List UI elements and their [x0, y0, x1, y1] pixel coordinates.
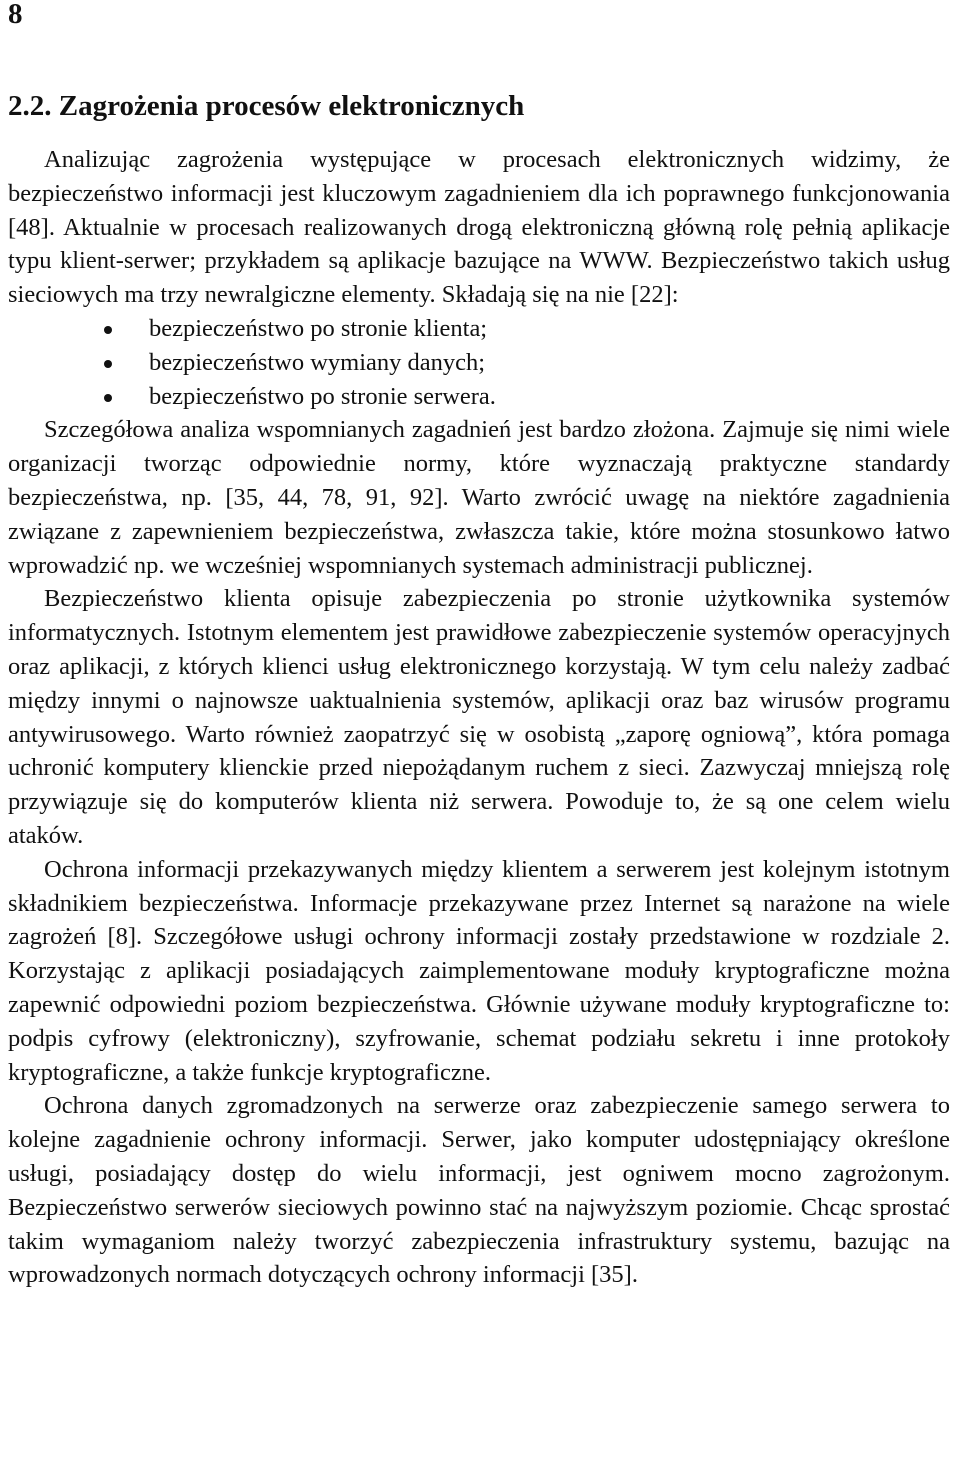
list-item — [8, 312, 950, 346]
paragraph-client-security: Bezpieczeństwo klienta opisuje zabezpieczenia po stronie użytkownika systemów informatycznych. Istotnym elementem jest prawidłowe zabezpieczenie systemów operacyjnych oraz aplikacji, z których klienci usług elektronicznego korzystają. W tym celu należy zadbać między innymi o najnowsze uaktualnienia systemów, aplikacji oraz baz wirusów programu antywirusowego. Warto również zaopatrzyć się w osobistą „zaporę ogniową”, która pomaga uchronić komputery klienckie przed niepożądanym ruchem z sieci. Zazwyczaj mniejszą rolę przywiązuje się do komputerów klienta niż serwera. Powoduje to, że są one celem wielu ataków. — [8, 585, 950, 849]
body-text — [8, 143, 950, 1292]
bullet-icon — [104, 360, 112, 368]
paragraph-standards: Szczegółowa analiza wspomnianych zagadnień jest bardzo złożona. Zajmuje się nimi wiele organizacji tworząc odpowiednie normy, które wyznaczają praktyczne standardy bezpieczeństwa, np. [35, 44, 78, 91, 92]. Warto zwrócić uwagę na niektóre zagadnienia związane z zapewnieniem bezpieczeństwa, zwłaszcza takie, które można stosunkowo łatwo wprowadzić np. we wcześniej wspomnianych systemach administracji publicznej. — [8, 416, 950, 579]
section-heading: 2.2. Zagrożenia procesów elektronicznych — [8, 90, 525, 122]
bullet-icon — [104, 326, 112, 334]
list-item-text: bezpieczeństwo po stronie serwera. — [149, 382, 496, 410]
bullet-list — [8, 312, 950, 413]
list-item — [8, 380, 950, 414]
list-item-text: bezpieczeństwo po stronie klienta; — [149, 314, 488, 342]
paragraph-intro: Analizując zagrożenia występujące w procesach elektronicznych widzimy, że bezpieczeństwo informacji jest kluczowym zagadnieniem dla ich poprawnego funkcjonowania [48]. Aktualnie w procesach realizowanych drogą elektroniczną główną rolę pełnią aplikacje typu klient-serwer; przykładem są aplikacje bazujące na WWW. Bezpieczeństwo takich usług sieciowych ma trzy newralgiczne elementy. Składają się na nie [22]: — [8, 146, 950, 309]
bullet-icon — [104, 394, 112, 402]
list-item-text: bezpieczeństwo wymiany danych; — [149, 348, 486, 376]
list-item — [8, 346, 950, 380]
page-number: 8 — [8, 0, 23, 30]
paragraph-server-security: Ochrona danych zgromadzonych na serwerze oraz zabezpieczenie samego serwera to kolejne zagadnienie ochrony informacji. Serwer, jako komputer udostępniający określone usługi, posiadający dostęp do wielu informacji, jest ogniwem mocno zagrożonym. Bezpieczeństwo serwerów sieciowych powinno stać na najwyższym poziomie. Chcąc sprostać takim wymaganiom należy tworzyć zabezpieczenia infrastruktury systemu, bazując na wprowadzonych normach dotyczących ochrony informacji [35]. — [8, 1092, 950, 1289]
paragraph-transmission-security: Ochrona informacji przekazywanych między klientem a serwerem jest kolejnym istotnym składnikiem bezpieczeństwa. Informacje przekazywane przez Internet są narażone na wiele zagrożeń [8]. Szczegółowe usługi ochrony informacji zostały przedstawione w rozdziale 2. Korzystając z aplikacji posiadających zaimplementowane moduły kryptograficzne można zapewnić odpowiedni poziom bezpieczeństwa. Głównie używane moduły kryptograficzne to: podpis cyfrowy (elektroniczny), szyfrowanie, schemat podziału sekretu i inne protokoły kryptograficzne, a także funkcje kryptograficzne. — [8, 855, 950, 1086]
